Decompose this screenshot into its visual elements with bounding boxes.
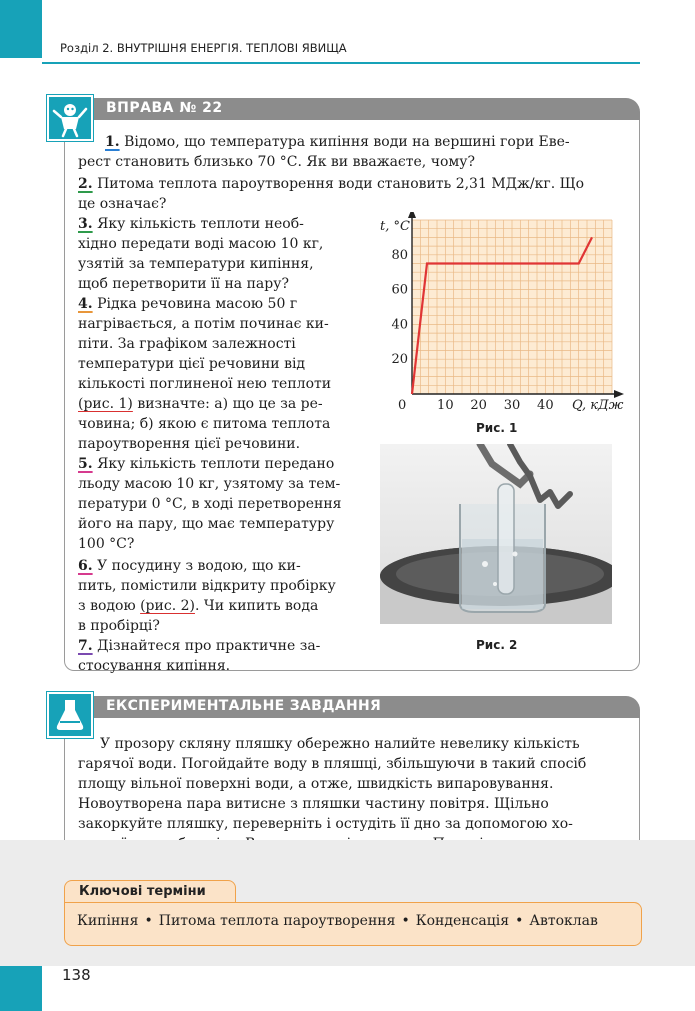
chart-y-tick-label: 60 bbox=[391, 282, 408, 298]
experiment-line-3: площу вільної поверхні води, а отже, швидкість випаровування. bbox=[78, 776, 554, 792]
q2-text-2: це означає? bbox=[78, 196, 167, 212]
q1-line1 bbox=[105, 132, 570, 152]
q4-text-8: пароутворення цієї речовини. bbox=[78, 436, 301, 452]
q3-number: 3. bbox=[78, 216, 93, 232]
exercise-header bbox=[90, 98, 640, 120]
exercise-mascot-icon bbox=[47, 95, 93, 141]
key-terms-box bbox=[64, 902, 642, 946]
experiment-title: ЕКСПЕРИМЕНТАЛЬНЕ ЗАВДАННЯ bbox=[106, 698, 382, 714]
q6-text-3: . Чи кипить вода bbox=[194, 598, 319, 614]
q7-text-1: Дізнайтеся про практичне за- bbox=[97, 638, 321, 654]
chart-x-arrow bbox=[614, 390, 624, 398]
experiment-line-1: У прозору скляну пляшку обережно налийте невелику кількість bbox=[100, 736, 580, 752]
q6-line3 bbox=[78, 596, 318, 616]
q6-number: 6. bbox=[78, 558, 93, 574]
temperature-heat-chart bbox=[370, 212, 632, 412]
q4-text-6: визначте: а) що це за ре- bbox=[132, 396, 323, 412]
key-terms-list bbox=[77, 913, 598, 929]
q3-text-1: Яку кількість теплоти необ- bbox=[97, 216, 304, 232]
term-boiling: Кипіння bbox=[77, 913, 139, 929]
chart-x-label: Q, кДж bbox=[572, 398, 624, 412]
page-number: 138 bbox=[62, 966, 91, 984]
q5-number: 5. bbox=[78, 456, 93, 472]
term-latent-heat: Питома теплота пароутворення bbox=[158, 913, 396, 929]
q5-line1 bbox=[78, 454, 334, 474]
q4-text-4: температури цієї речовини від bbox=[78, 356, 306, 372]
q2-number: 2. bbox=[78, 176, 93, 192]
chart-y-tick-label: 40 bbox=[391, 317, 408, 333]
beaker-photo bbox=[380, 444, 612, 624]
fig1-reference-link[interactable]: (рис. 1) bbox=[78, 396, 133, 412]
q2-line1 bbox=[78, 174, 584, 194]
term-separator: • bbox=[515, 913, 524, 929]
fig1-caption: Рис. 1 bbox=[476, 421, 518, 435]
q6-text-2: пить, помістили відкриту пробірку bbox=[78, 578, 336, 594]
chart-x-tick-label: 20 bbox=[470, 398, 487, 412]
chart-y-tick-label: 20 bbox=[391, 352, 408, 368]
chart-grid bbox=[412, 220, 612, 394]
experiment-header bbox=[90, 696, 640, 718]
q4-text-3: піти. За графіком залежності bbox=[78, 336, 296, 352]
q6-text-1: У посудину з водою, що ки- bbox=[97, 558, 301, 574]
q4-line6 bbox=[78, 394, 323, 414]
chart-x-tick-label: 40 bbox=[537, 398, 554, 412]
key-terms-title: Ключові терміни bbox=[79, 884, 206, 899]
q7-text-2: стосування кипіння. bbox=[78, 658, 231, 674]
q4-line1 bbox=[78, 294, 297, 314]
fig2-caption: Рис. 2 bbox=[476, 638, 518, 652]
q4-text-7: човина; б) якою є питома теплота bbox=[78, 416, 331, 432]
q6-text-4: в пробірці? bbox=[78, 618, 160, 634]
q7-number: 7. bbox=[78, 638, 93, 654]
experiment-flask-icon bbox=[47, 692, 93, 738]
experiment-line-4: Новоутворена пара витисне з пляшки частину повітря. Щільно bbox=[78, 796, 549, 812]
q3-text-2: хідно передати воді масою 10 кг, bbox=[78, 236, 324, 252]
term-autoclave: Автоклав bbox=[529, 913, 598, 929]
q5-text-1: Яку кількість теплоти передано bbox=[97, 456, 335, 472]
q3-text-3: узятій за температури кипіння, bbox=[78, 256, 314, 272]
term-separator: • bbox=[144, 913, 153, 929]
chart-origin-label: 0 bbox=[398, 398, 407, 412]
q7-line1 bbox=[78, 636, 320, 656]
q1-text-2: рест становить близько 70 °С. Як ви вважаєте, чому? bbox=[78, 154, 476, 170]
key-terms-tab bbox=[64, 880, 236, 903]
chapter-header: Розділ 2. ВНУТРІШНЯ ЕНЕРГІЯ. ТЕПЛОВІ ЯВИЩА bbox=[60, 41, 347, 55]
q1-text-1: Відомо, що температура кипіння води на вершині гори Еве- bbox=[124, 134, 570, 150]
exercise-title: ВПРАВА № 22 bbox=[106, 100, 223, 116]
header-rule bbox=[42, 62, 640, 64]
bottom-teal-bar bbox=[0, 966, 42, 1011]
q3-line1 bbox=[78, 214, 304, 234]
q1-number: 1. bbox=[105, 134, 120, 150]
q5-text-2: льоду масою 10 кг, узятому за тем- bbox=[78, 476, 341, 492]
q6-text-3-pre: з водою bbox=[78, 598, 141, 614]
q5-text-3: ператури 0 °С, в ході перетворення bbox=[78, 496, 342, 512]
q4-number: 4. bbox=[78, 296, 93, 312]
experiment-line-2: гарячої води. Погойдайте воду в пляшці, збільшуючи в такий спосіб bbox=[78, 756, 587, 772]
term-separator: • bbox=[401, 913, 410, 929]
q2-text-1: Питома теплота пароутворення води становить 2,31 МДж/кг. Що bbox=[97, 176, 585, 192]
q3-text-4: щоб перетворити її на пару? bbox=[78, 276, 289, 292]
q4-text-5: кількості поглиненої нею теплоти bbox=[78, 376, 332, 392]
fig2-reference-link[interactable]: (рис. 2) bbox=[140, 598, 195, 614]
term-condensation: Конденсація bbox=[415, 913, 510, 929]
chart-y-arrow bbox=[408, 212, 416, 218]
experiment-line-5: закоркуйте пляшку, переверніть і остудіть її дно за допомогою хо- bbox=[78, 816, 573, 832]
q5-text-5: 100 °С? bbox=[78, 536, 135, 552]
q4-text-2: нагрівається, а потім починає ки- bbox=[78, 316, 329, 332]
q6-line1 bbox=[78, 556, 301, 576]
top-teal-bar bbox=[0, 0, 42, 58]
chart-y-tick-label: 80 bbox=[391, 247, 408, 263]
chart-x-tick-label: 30 bbox=[503, 398, 521, 412]
chart-y-label: t, °C bbox=[380, 219, 410, 234]
q4-text-1: Рідка речовина масою 50 г bbox=[97, 296, 298, 312]
chart-x-tick-label: 10 bbox=[437, 398, 454, 412]
q5-text-4: його на пару, що має температуру bbox=[78, 516, 335, 532]
